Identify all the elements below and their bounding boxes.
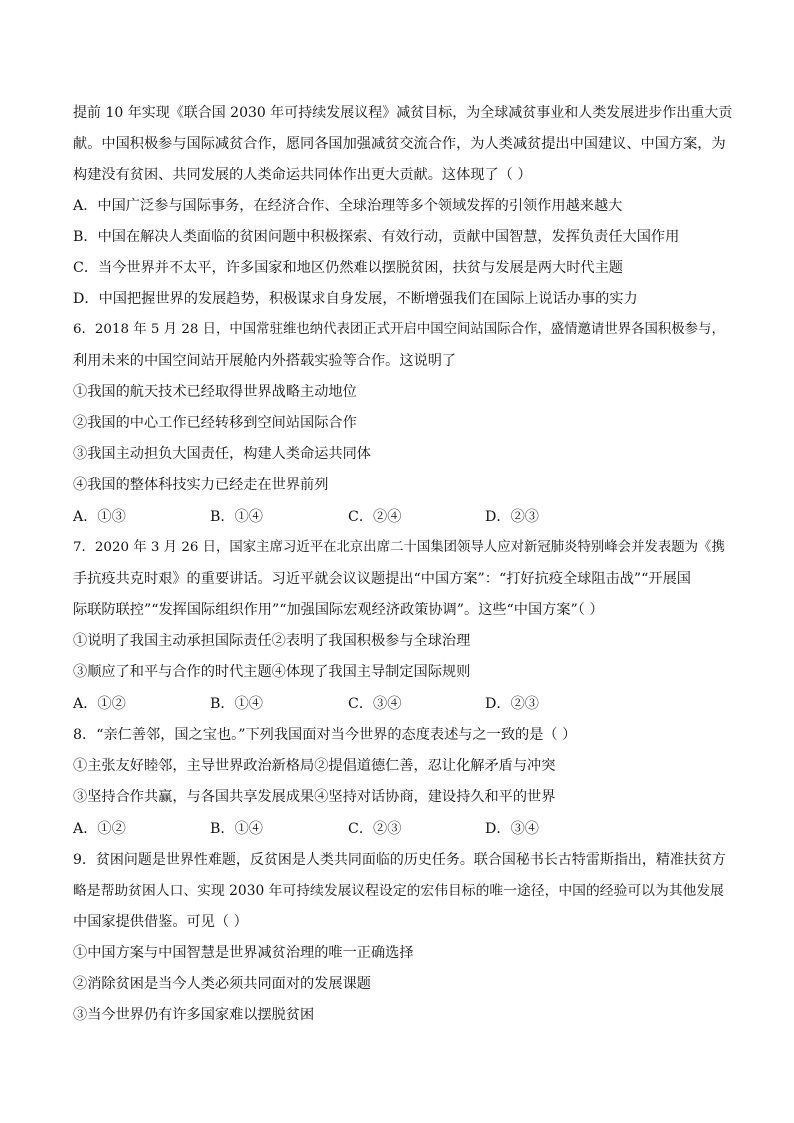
q8-item-line-2: ③坚持合作共赢，与各国共享发展成果④坚持对话协商，建设持久和平的世界	[73, 789, 556, 805]
q7-stem-line-1: 7．2020 年 3 月 26 日，国家主席习近平在北京出席二十国集团领导人应对新冠肺炎特别峰会并发表题为《携	[73, 540, 725, 555]
q7-choice-c: C．③④	[348, 696, 402, 712]
q8-choice-b: B．①④	[210, 821, 263, 837]
q6-item-4: ④我国的整体科技实力已经走在世界前列	[73, 477, 329, 493]
q7-item-line-1: ①说明了我国主动承担国际责任②表明了我国积极参与全球治理	[73, 633, 471, 649]
q5-option-b: B．中国在解决人类面临的贫困问题中积极探索、有效行动，贡献中国智慧，发挥负责任大国作用	[73, 229, 680, 245]
q5-option-a: A．中国广泛参与国际事务，在经济合作、全球治理等多个领域发挥的引领作用越来越大	[73, 198, 623, 214]
q9-stem-line-1: 9．贫困问题是世界性难题，反贫困是人类共同面临的历史任务。联合国秘书长古特雷斯指出，精准扶贫方	[73, 852, 726, 868]
q6-stem-line-2: 利用未来的中国空间站开展舱内外搭载实验等合作。这说明了	[73, 353, 457, 369]
q8-choice-a: A．①②	[73, 821, 126, 837]
q7-stem-line-2: 手抗疫共克时艰》的重要讲话。习近平就会议议题提出“中国方案”：“打好抗疫全球阻击战”“开展国	[73, 571, 691, 587]
q5-stem-line-3: 构建没有贫困、共同发展的人类命运共同体作出更大贡献。这体现了（ ）	[73, 167, 532, 183]
q7-choice-b: B．①④	[210, 696, 263, 712]
q9-stem-line-2: 略是帮助贫困人口、实现 2030 年可持续发展议程设定的宏伟目标的唯一途径，中国的经验可以为其他发展	[73, 883, 724, 899]
q7-choice-a: A．①②	[73, 696, 126, 712]
q7-choice-d: D．②③	[485, 696, 539, 712]
q6-item-3: ③我国主动担负大国责任，构建人类命运共同体	[73, 446, 371, 462]
q9-stem-line-3: 中国家提供借鉴。可见（ ）	[73, 914, 248, 930]
q5-stem-line-1: 提前 10 年实现《联合国 2030 年可持续发展议程》减贫目标，为全球减贫事业和人类发展进步作出重大贡	[73, 105, 733, 121]
q6-choice-c: C．②④	[348, 509, 402, 525]
q6-choice-b: B．①④	[210, 509, 263, 525]
q6-item-1: ①我国的航天技术已经取得世界战略主动地位	[73, 384, 357, 400]
q7-stem-line-3: 际联防联控”“发挥国际组织作用”“加强国际宏观经济政策协调”。这些“中国方案”（ ）	[73, 602, 604, 618]
q5-stem-line-2: 献。中国积极参与国际减贫合作，愿同各国加强减贫交流合作，为人类减贫提出中国建议、中国方案，为	[73, 136, 726, 152]
q8-item-line-1: ①主张友好睦邻，主导世界政治新格局②提倡道德仁善，忍让化解矛盾与冲突	[73, 758, 556, 774]
q8-stem-line-1: 8．“亲仁善邻，国之宝也。”下列我国面对当今世界的态度表述与之一致的是（ ）	[73, 727, 577, 743]
q5-option-d: D．中国把握世界的发展趋势，积极谋求自身发展，不断增强我们在国际上说话办事的实力	[73, 291, 638, 307]
q6-choice-d: D．②③	[485, 509, 539, 525]
q5-option-c: C．当今世界并不太平，许多国家和地区仍然难以摆脱贫困，扶贫与发展是两大时代主题	[73, 260, 623, 276]
q6-stem-line-1: 6．2018 年 5 月 28 日，中国常驻维也纳代表团正式开启中国空间站国际合作，盛情邀请世界各国积极参与，	[73, 322, 725, 337]
q6-choice-a: A．①③	[73, 509, 126, 525]
q9-item-2: ②消除贫困是当今人类必须共同面对的发展课题	[73, 976, 371, 992]
q8-choice-c: C．②③	[348, 821, 402, 837]
q6-item-2: ②我国的中心工作已经转移到空间站国际合作	[73, 415, 357, 431]
q8-choice-d: D．③④	[485, 821, 539, 837]
q9-item-1: ①中国方案与中国智慧是世界减贫治理的唯一正确选择	[73, 945, 414, 961]
q7-item-line-2: ③顺应了和平与合作的时代主题④体现了我国主导制定国际规则	[73, 664, 471, 680]
q9-item-3: ③当今世界仍有许多国家难以摆脱贫困	[73, 1007, 315, 1023]
